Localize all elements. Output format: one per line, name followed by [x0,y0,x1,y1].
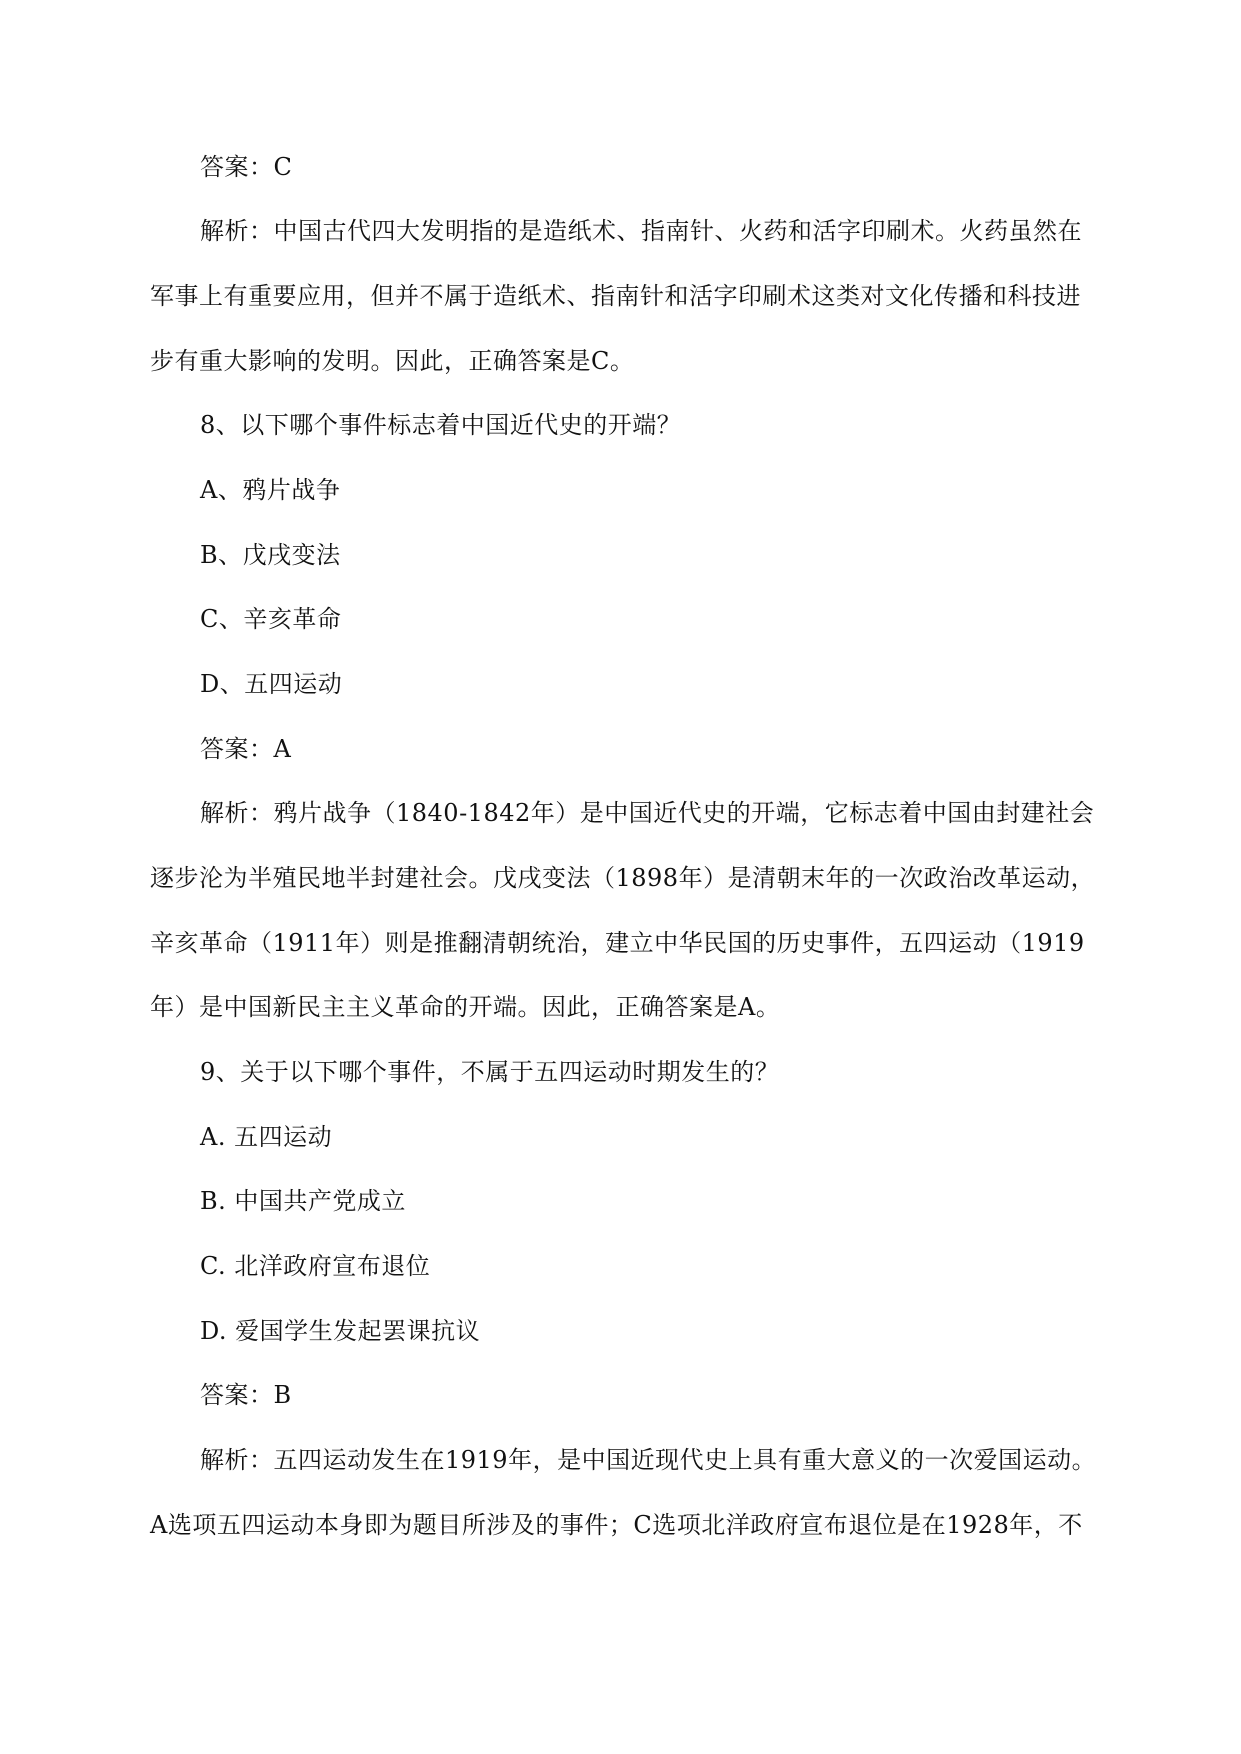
q8-option-a: A、鸦片战争 [200,476,341,504]
q7-explanation-line-2: 军事上有重要应用，但并不属于造纸术、指南针和活字印刷术这类对文化传播和科技进 [150,282,1081,310]
q9-option-c: C. 北洋政府宣布退位 [200,1252,431,1280]
q9-option-d: D. 爱国学生发起罢课抗议 [200,1317,481,1345]
q7-explanation-line-3: 步有重大影响的发明。因此，正确答案是C。 [150,347,635,375]
q8-explanation-line-3: 辛亥革命（1911年）则是推翻清朝统治，建立中华民国的历史事件，五四运动（1919 [150,929,1085,957]
q9-option-a: A. 五四运动 [200,1123,333,1151]
q9-explanation-line-1: 解析：五四运动发生在1919年，是中国近现代史上具有重大意义的一次爱国运动。 [200,1446,1097,1474]
q9-answer: 答案：B [200,1381,292,1409]
q9-option-b: B. 中国共产党成立 [200,1187,406,1215]
q8-option-c: C、辛亥革命 [200,605,342,633]
q9-explanation-line-2: A选项五四运动本身即为题目所涉及的事件；C选项北洋政府宣布退位是在1928年，不 [150,1511,1083,1539]
q7-answer: 答案：C [200,153,293,181]
q8-option-d: D、五四运动 [200,670,343,698]
q9-question: 9、关于以下哪个事件，不属于五四运动时期发生的？ [200,1058,780,1086]
q8-explanation-line-2: 逐步沦为半殖民地半封建社会。戊戌变法（1898年）是清朝末年的一次政治改革运动， [150,864,1096,892]
q8-explanation-line-4: 年）是中国新民主主义革命的开端。因此，正确答案是A。 [150,993,781,1021]
q8-explanation-line-1: 解析：鸦片战争（1840-1842年）是中国近代史的开端，它标志着中国由封建社会 [200,799,1095,827]
q8-question: 8、以下哪个事件标志着中国近代史的开端？ [200,411,682,439]
q8-answer: 答案：A [200,735,292,763]
q8-option-b: B、戊戌变法 [200,541,341,569]
q7-explanation-line-1: 解析：中国古代四大发明指的是造纸术、指南针、火药和活字印刷术。火药虽然在 [200,217,1082,245]
